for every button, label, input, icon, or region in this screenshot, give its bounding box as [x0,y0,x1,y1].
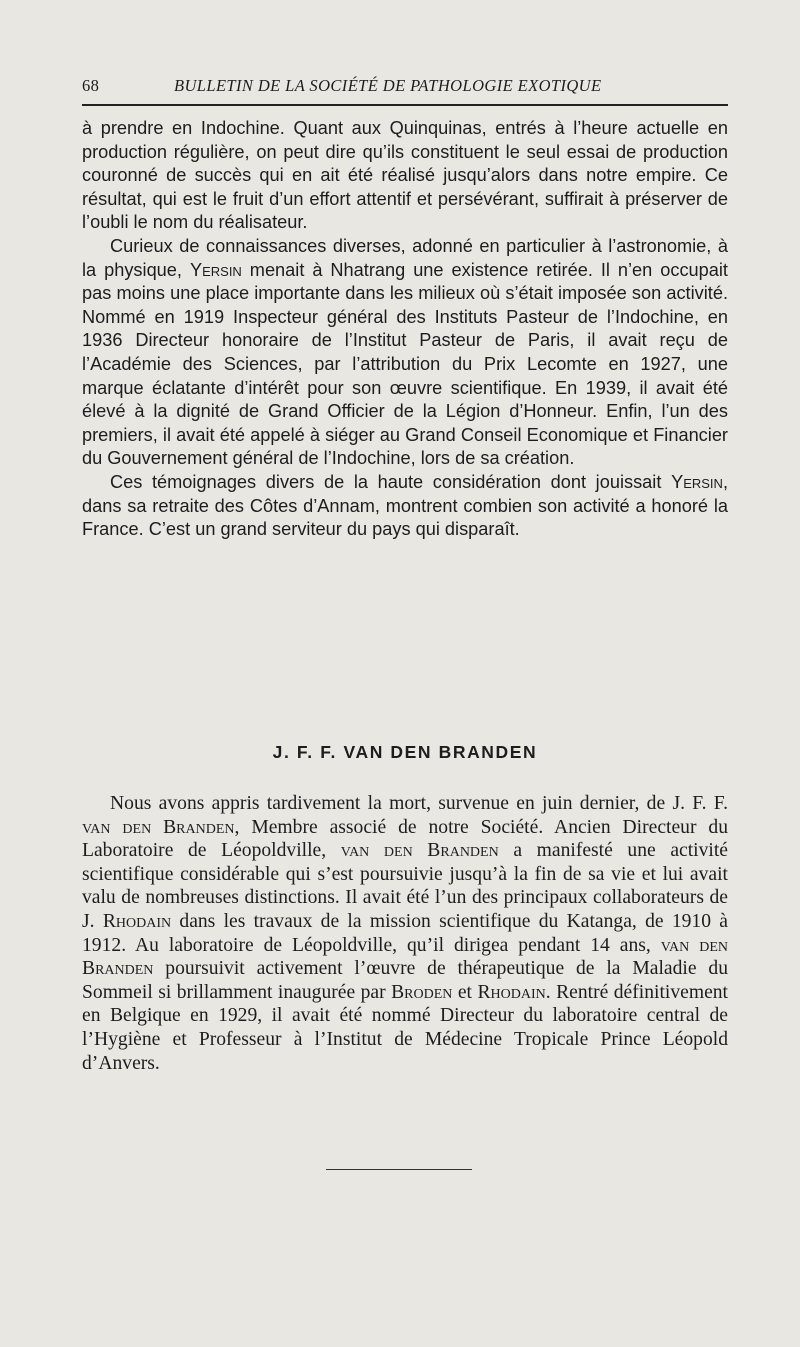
person-name: van den Branden [82,816,235,838]
person-name: van den Branden [82,934,728,980]
section-title: J. F. F. VAN DEN BRANDEN [272,742,538,762]
paragraph-text: a manifesté une activité scientifique considérable qui s’est poursuivie jusqu’à la fin de sa vie et lui avait valu de nombreuses distinctions. Il avait été l’un des principaux collaborateurs de J. [82,840,728,932]
paragraph-text: Nous avons appris tardivement la mort, survenue en juin dernier, de J. F. F. [110,793,728,814]
paragraph-text: poursuivit activement l’œuvre de thérapeutique de la Maladie du Sommeil si brillamment inaugurée par [82,958,728,1003]
header-rule [82,104,728,106]
end-rule [326,1169,472,1170]
page-number: 68 [82,76,100,95]
page-header [82,76,728,100]
paragraph-text: menait à Nhatrang une existence retirée. Il n’en occupait pas moins une place importante dans les milieux où s’était imposée son activité. Nommé en 1919 Inspecteur général des Instituts Pasteur de l’Indochine, en 1936 Directeur honoraire de l’Institut Pasteur de Paris, il avait reçu de l’Académie des Sciences, par l’attribution du Prix Lecomte en 1927, une marque éclatante d’intérêt pour son œuvre scientifique. En 1939, il avait été élevé à la dignité de Grand Officier de la Légion d’Honneur. Enfin, l’un des premiers, il avait été appelé à siéger au Grand Conseil Economique et Financier du Gouvernement général de l’Indochine, lors de sa création. [82,259,728,469]
paragraph-text: dans les travaux de la mission scientifique du Katanga, de 1910 à 1912. Au laboratoire de Léopoldville, qu’il dirigea pendant 14 ans, [82,910,728,956]
paragraph-text: , Membre associé de notre Société. Ancien Directeur du Laboratoire de Léopoldville, [82,816,728,862]
paragraph-text: et [457,981,472,1003]
paragraph-conclusion [82,471,728,542]
yersin-obituary-continued [82,117,728,542]
paragraph-career [82,235,728,471]
paragraph-text: . Rentré définitivement en Belgique en 1929, il avait été nommé Directeur du laboratoire central de l’Hygiène et Professeur à l’Institut de Médecine Tropicale Prince Léopold d’Anvers. [82,981,729,1074]
person-name: Broden [391,981,453,1003]
paragraph-text: à prendre en Indochine. Quant aux Quinquinas, entrés à l’heure actuelle en production régulière, on peut dire qu’ils constituent le seul essai de production couronné de succès qui en ait été réalisé jusqu’alors dans notre empire. Ce résultat, qui est le fruit d’un effort attentif et persévérant, suffirait à préserver de l’oubli le nom du réalisateur. [82,118,728,233]
van-den-branden-obituary [82,792,728,1075]
paragraph-text: Curieux de connaissances diverses, adonné en particulier à l’astronomie, à la physique, [82,235,728,280]
running-title: BULLETIN DE LA SOCIÉTÉ DE PATHOLOGIE EXOTIQUE [174,76,602,95]
paragraph-obituary [82,792,728,1075]
paragraph-text: , dans sa retraite des Côtes d’Annam, montrent combien son activité a honoré la France. C’est un grand serviteur du pays qui disparaît. [82,471,728,540]
paragraph-text: Ces témoignages divers de la haute considération dont jouissait [110,471,662,492]
person-name: Yersin [671,471,723,492]
person-name: Rhodain [102,910,172,932]
person-name: van den Branden [340,840,499,862]
paragraph-quinquinas [82,117,728,235]
person-name: Rhodain [477,981,546,1003]
person-name: Yersin [189,259,242,280]
